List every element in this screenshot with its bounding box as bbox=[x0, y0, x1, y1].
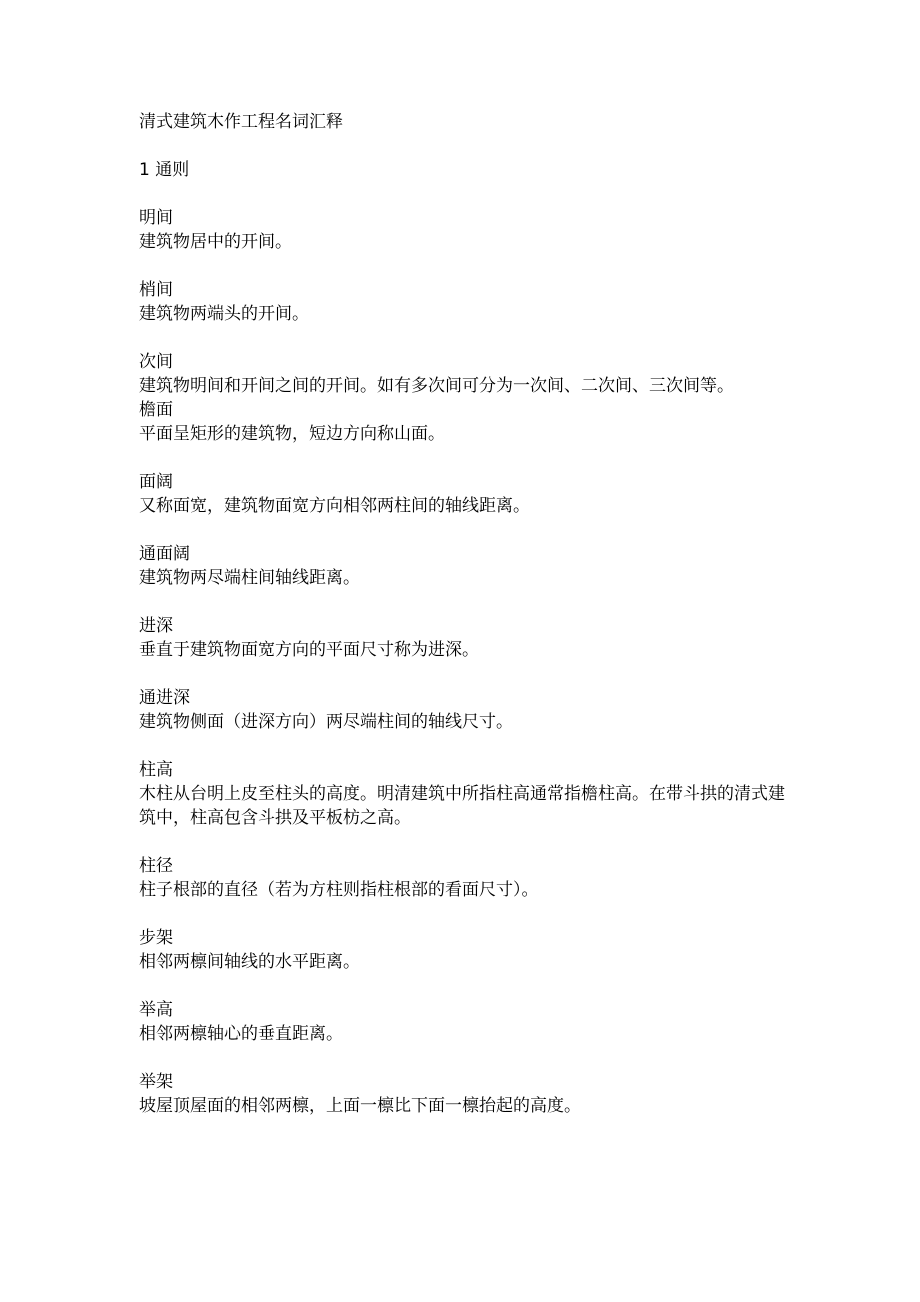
entry-term: 举高 bbox=[139, 1000, 173, 1020]
entry-definition: 柱子根部的直径（若为方柱则指柱根部的看面尺寸）。 bbox=[139, 880, 539, 900]
entry-definition: 相邻两檩间轴线的水平距离。 bbox=[139, 952, 360, 972]
entry-term: 次间 bbox=[139, 352, 173, 372]
glossary-entry bbox=[139, 926, 799, 974]
glossary-entry bbox=[139, 206, 799, 254]
glossary-entry bbox=[139, 614, 799, 662]
document-page bbox=[139, 110, 799, 1142]
entry-definition: 又称面宽，建筑物面宽方向相邻两柱间的轴线距离。 bbox=[139, 496, 530, 516]
glossary-entry bbox=[139, 278, 799, 326]
glossary-entry bbox=[139, 542, 799, 590]
glossary-entry bbox=[139, 854, 799, 902]
entry-definition: 建筑物明间和开间之间的开间。如有多次间可分为一次间、二次间、三次间等。 bbox=[139, 376, 734, 396]
entry-definition: 坡屋顶屋面的相邻两檩，上面一檩比下面一檩抬起的高度。 bbox=[139, 1096, 581, 1116]
entry-term: 通进深 bbox=[139, 688, 190, 708]
entry-term: 檐面 bbox=[139, 400, 173, 420]
entry-definition: 平面呈矩形的建筑物，短边方向称山面。 bbox=[139, 424, 445, 444]
glossary-entry bbox=[139, 758, 799, 830]
glossary-entry bbox=[139, 686, 799, 734]
entry-term: 进深 bbox=[139, 616, 173, 636]
entry-term: 步架 bbox=[139, 928, 173, 948]
glossary-entry bbox=[139, 398, 799, 446]
entry-term: 明间 bbox=[139, 208, 173, 228]
entry-term: 通面阔 bbox=[139, 544, 190, 564]
entry-term: 举架 bbox=[139, 1072, 173, 1092]
entry-definition: 建筑物居中的开间。 bbox=[139, 232, 292, 252]
entry-definition: 相邻两檩轴心的垂直距离。 bbox=[139, 1024, 343, 1044]
glossary-entry bbox=[139, 1070, 799, 1118]
entry-definition: 建筑物两端头的开间。 bbox=[139, 304, 309, 324]
entry-definition: 垂直于建筑物面宽方向的平面尺寸称为进深。 bbox=[139, 640, 479, 660]
entry-definition: 建筑物两尽端柱间轴线距离。 bbox=[139, 568, 360, 588]
section-heading: 1 通则 bbox=[139, 160, 190, 180]
glossary-entry bbox=[139, 350, 799, 398]
entry-term: 柱径 bbox=[139, 856, 173, 876]
document-title: 清式建筑木作工程名词汇释 bbox=[139, 112, 343, 132]
entry-definition: 建筑物侧面（进深方向）两尽端柱间的轴线尺寸。 bbox=[139, 712, 513, 732]
entry-term: 面阔 bbox=[139, 472, 173, 492]
entry-definition: 木柱从台明上皮至柱头的高度。明清建筑中所指柱高通常指檐柱高。在带斗拱的清式建筑中，柱高包含斗拱及平板枋之高。 bbox=[139, 784, 785, 828]
entry-term: 梢间 bbox=[139, 280, 173, 300]
glossary-entry bbox=[139, 470, 799, 518]
glossary-entry bbox=[139, 998, 799, 1046]
entry-term: 柱高 bbox=[139, 760, 173, 780]
